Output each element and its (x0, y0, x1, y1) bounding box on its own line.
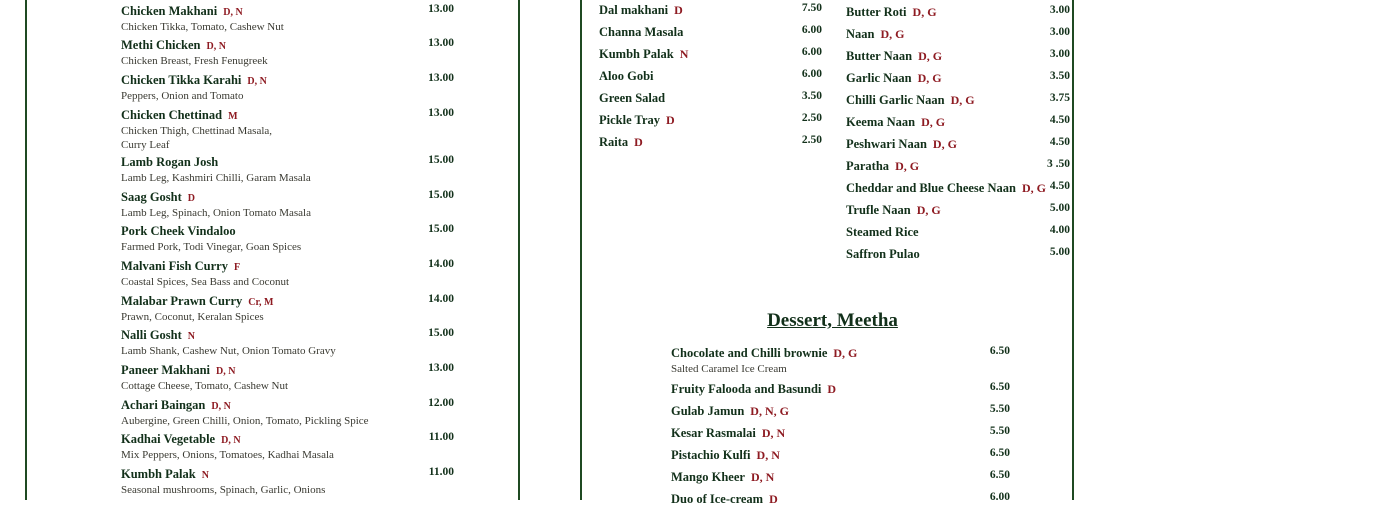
item-description: Prawn, Coconut, Keralan Spices (121, 311, 264, 323)
item-description: Seasonal mushrooms, Spinach, Garlic, Onions (121, 484, 326, 496)
allergen-tags: D (827, 382, 837, 396)
allergen-tags: D, N (206, 41, 226, 52)
dessert-section-title: Dessert, Meetha (767, 310, 898, 331)
allergen-tags: D, G (932, 137, 957, 151)
item-name: Chicken Chettinad (121, 108, 223, 122)
item-price: 6.00 (801, 24, 822, 36)
menu-item (846, 223, 919, 241)
item-price: 13.00 (428, 37, 454, 49)
item-name: Peshwari Naan (846, 137, 927, 151)
item-name: Channa Masala (599, 25, 684, 39)
menu-item (846, 91, 975, 109)
allergen-tags: D, G (916, 203, 941, 217)
item-name: Keema Naan (846, 115, 916, 129)
item-price: 6.50 (989, 345, 1010, 357)
item-name: Green Salad (599, 91, 666, 105)
menu-item (846, 245, 920, 263)
allergen-tags: D (187, 193, 196, 204)
allergen-tags: D, N (211, 401, 231, 412)
menu-item (121, 153, 311, 185)
allergen-tags: D (634, 135, 643, 149)
item-price: 5.50 (989, 425, 1010, 437)
item-price: 7.50 (801, 2, 822, 14)
menu-item (121, 465, 325, 497)
menu-item (846, 3, 937, 21)
item-name: Butter Naan (846, 49, 913, 63)
item-price: 3.50 (801, 90, 822, 102)
item-price: 5.00 (1049, 202, 1070, 214)
menu-item (121, 188, 311, 220)
allergen-tags: D, N (223, 7, 243, 18)
item-price: 14.00 (428, 258, 454, 270)
item-price: 4.50 (1049, 136, 1070, 148)
item-description: Farmed Pork, Todi Vinegar, Goan Spices (121, 241, 302, 253)
menu-item (846, 69, 942, 87)
menu-item (121, 430, 334, 462)
allergen-tags: N (187, 331, 196, 342)
allergen-tags: D, G (950, 93, 975, 107)
item-name: Trufle Naan (846, 203, 911, 217)
item-name: Dal makhani (599, 3, 669, 17)
item-description: Cottage Cheese, Tomato, Cashew Nut (121, 380, 289, 392)
allergen-tags: D, N, G (750, 404, 789, 418)
allergen-tags: D, G (833, 346, 858, 360)
menu-item (846, 47, 942, 65)
menu-item (846, 201, 941, 219)
item-description: Coastal Spices, Sea Bass and Coconut (121, 276, 290, 288)
item-price: 6.00 (801, 46, 822, 58)
item-name: Garlic Naan (846, 71, 912, 85)
menu-item (121, 292, 273, 324)
left-panel-border-left (25, 0, 27, 500)
menu-item (671, 446, 780, 464)
item-name: Paratha (846, 159, 890, 173)
item-price: 4.50 (1049, 114, 1070, 126)
item-name: Mango Kheer (671, 470, 745, 484)
allergen-tags: D (769, 492, 778, 506)
item-price: 15.00 (428, 223, 454, 235)
item-price: 3.75 (1049, 92, 1070, 104)
item-description: Chicken Tikka, Tomato, Cashew Nut (121, 21, 284, 33)
item-price: 6.50 (989, 381, 1010, 393)
item-name: Raita (599, 135, 629, 149)
menu-item (121, 71, 267, 103)
allergen-tags: D, G (918, 49, 943, 63)
item-name: Cheddar and Blue Cheese Naan (846, 181, 1016, 195)
item-description: Peppers, Onion and Tomato (121, 90, 244, 102)
item-name: Saffron Pulao (846, 247, 920, 261)
item-name: Kumbh Palak (121, 467, 196, 481)
allergen-tags: Cr, M (248, 297, 274, 308)
left-panel-border-right (518, 0, 520, 500)
item-name: Naan (846, 27, 875, 41)
item-price: 6.00 (801, 68, 822, 80)
menu-item (121, 361, 288, 393)
item-price: 3.00 (1049, 26, 1070, 38)
item-name: Chicken Tikka Karahi (121, 73, 242, 87)
menu-item (599, 133, 643, 151)
item-name: Chocolate and Chilli brownie (671, 346, 828, 360)
item-price: 11.00 (428, 466, 454, 478)
menu-item (599, 111, 675, 129)
allergen-tags: D, G (917, 71, 942, 85)
menu-item (671, 424, 785, 442)
item-name: Steamed Rice (846, 225, 919, 239)
item-description: Mix Peppers, Onions, Tomatoes, Kadhai Masala (121, 449, 334, 461)
item-price: 12.00 (428, 397, 454, 409)
allergen-tags: D (666, 113, 675, 127)
item-price: 5.50 (989, 403, 1010, 415)
menu-item (846, 157, 919, 175)
item-name: Methi Chicken (121, 38, 201, 52)
item-price: 15.00 (428, 154, 454, 166)
menu-item (671, 402, 789, 420)
menu-item (599, 67, 654, 85)
menu-item (121, 326, 336, 358)
allergen-tags: D, G (921, 115, 946, 129)
item-name: Malvani Fish Curry (121, 259, 228, 273)
allergen-tags: D, N (761, 426, 786, 440)
item-name: Kadhai Vegetable (121, 432, 216, 446)
item-price: 6.50 (989, 447, 1010, 459)
allergen-tags: D, G (895, 159, 920, 173)
menu-item (671, 380, 836, 398)
allergen-tags: F (233, 262, 241, 273)
item-name: Butter Roti (846, 5, 907, 19)
item-price: 14.00 (428, 293, 454, 305)
allergen-tags: D, G (912, 5, 937, 19)
item-price: 4.50 (1049, 180, 1070, 192)
menu-item (846, 135, 957, 153)
menu-item (846, 113, 945, 131)
item-price: 3.00 (1049, 48, 1070, 60)
item-description: Aubergine, Green Chilli, Onion, Tomato, Pickling Spice (121, 415, 369, 427)
allergen-tags: D, G (1021, 181, 1046, 195)
allergen-tags: D, N (756, 448, 780, 462)
item-name: Pickle Tray (599, 113, 660, 127)
item-name: Paneer Makhani (121, 363, 211, 377)
item-price: 6.00 (989, 491, 1010, 503)
item-name: Pistachio Kulfi (671, 448, 751, 462)
item-price: 3.00 (1049, 4, 1070, 16)
menu-item (121, 222, 301, 254)
item-description: Chicken Thigh, Chettinad Masala, (121, 125, 273, 137)
menu-item (121, 106, 272, 152)
item-name: Duo of Ice-cream (671, 492, 764, 506)
menu-item (671, 344, 857, 376)
allergen-tags: M (228, 111, 238, 122)
menu-item (599, 89, 665, 107)
item-price: 13.00 (428, 3, 454, 15)
right-panel-border-left (580, 0, 582, 500)
menu-item (671, 468, 774, 486)
item-name: Kesar Rasmalai (671, 426, 756, 440)
item-price: 13.00 (428, 107, 454, 119)
menu-item (599, 45, 688, 63)
item-name: Malabar Prawn Curry (121, 294, 243, 308)
allergen-tags: D, N (216, 366, 236, 377)
allergen-tags: N (679, 47, 689, 61)
allergen-tags: D (674, 3, 683, 17)
allergen-tags: D, N (247, 76, 267, 87)
menu-item (121, 36, 268, 68)
item-name: Nalli Gosht (121, 328, 182, 342)
item-name: Saag Gosht (121, 190, 182, 204)
menu-item (599, 23, 683, 41)
item-name: Achari Baingan (121, 398, 206, 412)
menu-item (121, 396, 369, 428)
item-description: Lamb Shank, Cashew Nut, Onion Tomato Gravy (121, 345, 336, 357)
item-name: Aloo Gobi (599, 69, 654, 83)
item-name: Lamb Rogan Josh (121, 155, 219, 169)
item-name: Gulab Jamun (671, 404, 745, 418)
right-panel-border-right (1072, 0, 1074, 500)
allergen-tags: D, N (750, 470, 775, 484)
item-price: 4.00 (1049, 224, 1070, 236)
item-description: Chicken Breast, Fresh Fenugreek (121, 55, 268, 67)
item-price: 13.00 (428, 72, 454, 84)
item-name: Chilli Garlic Naan (846, 93, 945, 107)
item-description: Lamb Leg, Spinach, Onion Tomato Masala (121, 207, 311, 219)
allergen-tags: D, N (221, 435, 241, 446)
item-name: Fruity Falooda and Basundi (671, 382, 822, 396)
item-price: 3 .50 (1047, 158, 1070, 170)
item-description: Lamb Leg, Kashmiri Chilli, Garam Masala (121, 172, 311, 184)
item-description: Curry Leaf (121, 139, 170, 151)
item-price: 15.00 (428, 327, 454, 339)
menu-item (121, 257, 289, 289)
item-price: 13.00 (428, 362, 454, 374)
item-name: Kumbh Palak (599, 47, 674, 61)
allergen-tags: N (201, 470, 209, 481)
item-price: 5.00 (1049, 246, 1070, 258)
item-name: Pork Cheek Vindaloo (121, 224, 236, 238)
item-price: 15.00 (428, 189, 454, 201)
item-price: 11.00 (428, 431, 454, 443)
item-price: 3.50 (1049, 70, 1070, 82)
allergen-tags: D, G (880, 27, 905, 41)
menu-item (846, 25, 904, 43)
item-price: 6.50 (989, 469, 1010, 481)
item-description: Salted Caramel Ice Cream (671, 363, 787, 375)
item-price: 2.50 (801, 112, 822, 124)
item-price: 2.50 (801, 134, 822, 146)
menu-item (121, 2, 284, 34)
menu-item (599, 1, 683, 19)
menu-item (671, 490, 778, 508)
item-name: Chicken Makhani (121, 4, 218, 18)
